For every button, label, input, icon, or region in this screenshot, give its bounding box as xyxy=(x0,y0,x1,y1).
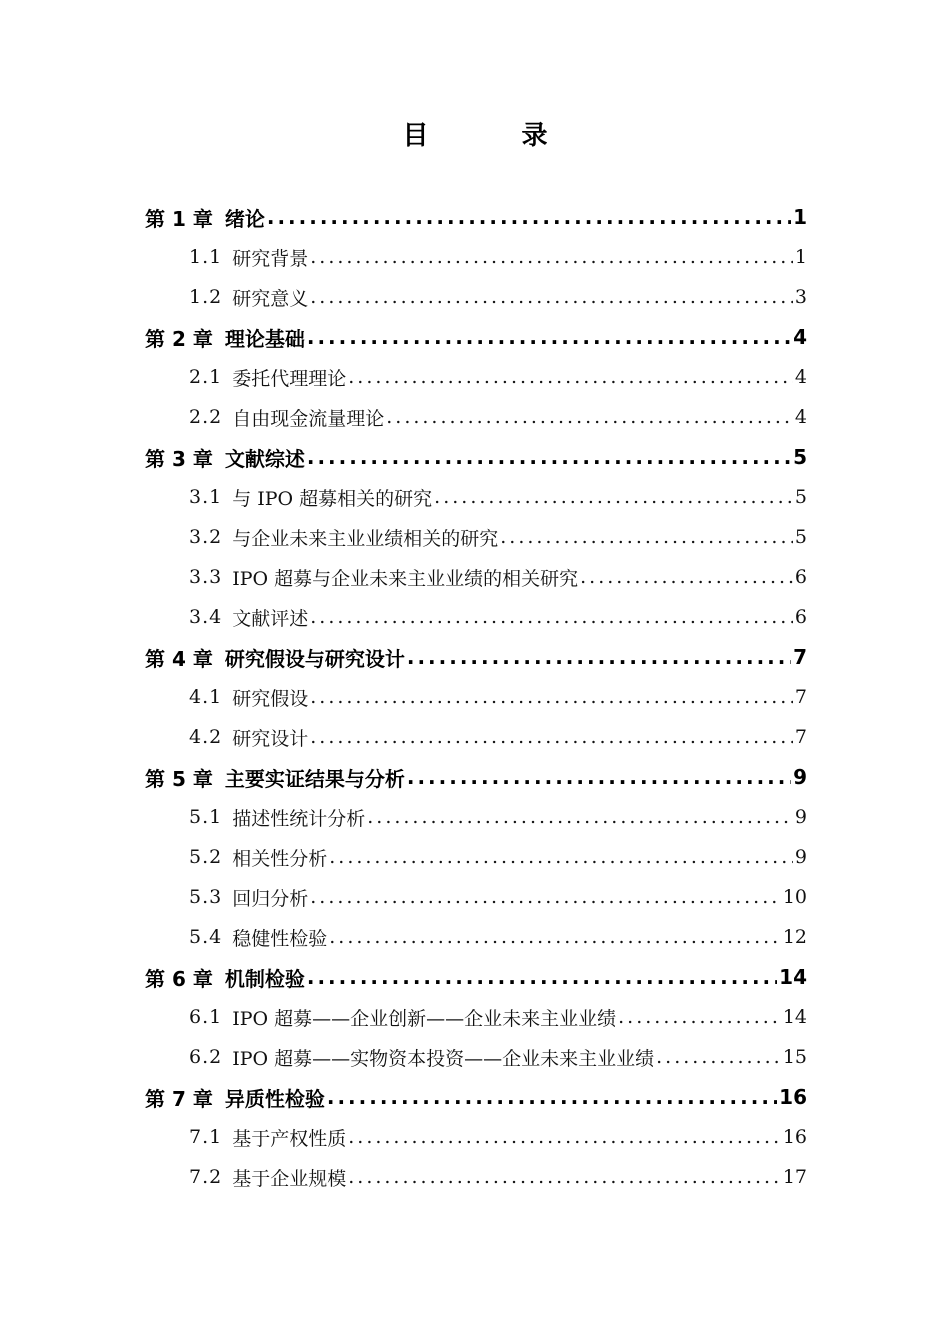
toc-chapter-entry[interactable] xyxy=(145,317,807,357)
toc-entry-page-number: 16 xyxy=(779,1085,807,1109)
toc-entry-number: 第 5 章 xyxy=(145,766,213,791)
toc-dot-leader xyxy=(434,488,793,507)
toc-entry-page-number: 4 xyxy=(794,406,807,428)
toc-entry-number: 3.2 xyxy=(189,526,223,548)
toc-entry-number: 第 4 章 xyxy=(145,646,213,671)
toc-chapter-entry[interactable] xyxy=(145,197,807,237)
toc-entry-title: 研究假设 xyxy=(232,687,309,710)
toc-dot-leader xyxy=(407,647,791,667)
toc-entry-number: 2.2 xyxy=(189,406,223,428)
toc-entry-title: 描述性统计分析 xyxy=(232,807,366,830)
toc-entry-title: IPO 超募与企业未来主业业绩的相关研究 xyxy=(232,567,579,590)
toc-entry-number: 2.1 xyxy=(189,366,223,388)
toc-entry-number: 第 1 章 xyxy=(145,206,213,231)
toc-section-entry[interactable] xyxy=(145,837,807,877)
toc-dot-leader xyxy=(310,608,793,627)
toc-entry-page-number: 7 xyxy=(794,726,807,748)
toc-entry-title: 异质性检验 xyxy=(224,1086,325,1111)
toc-list xyxy=(145,197,807,1197)
toc-entry-title: 回归分析 xyxy=(232,887,309,910)
toc-dot-leader xyxy=(310,248,793,267)
toc-entry-page-number: 5 xyxy=(794,486,807,508)
toc-entry-title: 基于企业规模 xyxy=(232,1167,347,1190)
toc-entry-page-number: 14 xyxy=(779,965,807,989)
toc-entry-title: 与 IPO 超募相关的研究 xyxy=(232,487,433,510)
toc-entry-page-number: 6 xyxy=(794,566,807,588)
toc-section-entry[interactable] xyxy=(145,397,807,437)
toc-entry-page-number: 6 xyxy=(794,606,807,628)
toc-entry-page-number: 10 xyxy=(782,886,807,908)
toc-entry-page-number: 9 xyxy=(794,846,807,868)
toc-section-entry[interactable] xyxy=(145,557,807,597)
toc-dot-leader xyxy=(656,1048,781,1067)
toc-section-entry[interactable] xyxy=(145,677,807,717)
toc-section-entry[interactable] xyxy=(145,917,807,957)
toc-entry-number: 7.2 xyxy=(189,1166,223,1188)
toc-section-entry[interactable] xyxy=(145,1117,807,1157)
toc-section-entry[interactable] xyxy=(145,477,807,517)
toc-entry-title: 研究假设与研究设计 xyxy=(224,646,405,671)
toc-entry-number: 第 6 章 xyxy=(145,966,213,991)
toc-entry-number: 3.3 xyxy=(189,566,223,588)
toc-entry-number: 5.3 xyxy=(189,886,223,908)
toc-section-entry[interactable] xyxy=(145,237,807,277)
toc-entry-page-number: 3 xyxy=(794,286,807,308)
toc-entry-page-number: 12 xyxy=(782,926,807,948)
toc-section-entry[interactable] xyxy=(145,1157,807,1197)
toc-entry-title: IPO 超募——实物资本投资——企业未来主业业绩 xyxy=(232,1047,655,1070)
toc-dot-leader xyxy=(310,888,781,907)
toc-entry-page-number: 14 xyxy=(782,1006,807,1028)
toc-entry-number: 4.1 xyxy=(189,686,223,708)
toc-chapter-entry[interactable] xyxy=(145,637,807,677)
toc-section-entry[interactable] xyxy=(145,517,807,557)
toc-dot-leader xyxy=(348,1168,781,1187)
toc-section-entry[interactable] xyxy=(145,797,807,837)
toc-dot-leader xyxy=(367,808,793,827)
toc-entry-number: 6.2 xyxy=(189,1046,223,1068)
toc-entry-number: 1.1 xyxy=(189,246,223,268)
toc-entry-title: IPO 超募——企业创新——企业未来主业业绩 xyxy=(232,1007,617,1030)
toc-chapter-entry[interactable] xyxy=(145,757,807,797)
toc-entry-title: 相关性分析 xyxy=(232,847,328,870)
toc-entry-number: 7.1 xyxy=(189,1126,223,1148)
toc-dot-leader xyxy=(500,528,793,547)
toc-entry-title: 稳健性检验 xyxy=(232,927,328,950)
toc-entry-number: 6.1 xyxy=(189,1006,223,1028)
toc-dot-leader xyxy=(267,207,791,227)
toc-entry-page-number: 9 xyxy=(793,765,807,789)
toc-dot-leader xyxy=(580,568,793,587)
toc-dot-leader xyxy=(310,688,793,707)
toc-entry-title: 委托代理理论 xyxy=(232,367,347,390)
toc-section-entry[interactable] xyxy=(145,1037,807,1077)
toc-entry-title: 文献综述 xyxy=(224,446,305,471)
toc-section-entry[interactable] xyxy=(145,277,807,317)
toc-entry-title: 绪论 xyxy=(224,206,265,231)
toc-dot-leader xyxy=(618,1008,781,1027)
toc-entry-title: 理论基础 xyxy=(224,326,305,351)
page-title: 目 录 xyxy=(402,121,590,151)
toc-section-entry[interactable] xyxy=(145,597,807,637)
toc-entry-number: 3.4 xyxy=(189,606,223,628)
toc-entry-page-number: 4 xyxy=(793,325,807,349)
toc-entry-number: 3.1 xyxy=(189,486,223,508)
toc-entry-title: 研究设计 xyxy=(232,727,309,750)
toc-entry-title: 文献评述 xyxy=(232,607,309,630)
toc-entry-title: 基于产权性质 xyxy=(232,1127,347,1150)
toc-entry-page-number: 15 xyxy=(782,1046,807,1068)
toc-dot-leader xyxy=(348,1128,781,1147)
toc-entry-number: 5.2 xyxy=(189,846,223,868)
toc-entry-title: 研究背景 xyxy=(232,247,309,270)
toc-entry-page-number: 1 xyxy=(793,205,807,229)
toc-entry-number: 第 7 章 xyxy=(145,1086,213,1111)
toc-dot-leader xyxy=(310,288,793,307)
toc-section-entry[interactable] xyxy=(145,357,807,397)
toc-entry-page-number: 5 xyxy=(793,445,807,469)
toc-entry-page-number: 17 xyxy=(782,1166,807,1188)
toc-chapter-entry[interactable] xyxy=(145,437,807,477)
toc-entry-page-number: 1 xyxy=(794,246,807,268)
toc-entry-page-number: 7 xyxy=(794,686,807,708)
toc-entry-number: 5.4 xyxy=(189,926,223,948)
toc-entry-number: 1.2 xyxy=(189,286,223,308)
toc-dot-leader xyxy=(329,928,781,947)
toc-entry-page-number: 7 xyxy=(793,645,807,669)
toc-section-entry[interactable] xyxy=(145,877,807,917)
toc-dot-leader xyxy=(348,368,793,387)
toc-entry-page-number: 9 xyxy=(794,806,807,828)
toc-dot-leader xyxy=(329,848,793,867)
toc-entry-title: 研究意义 xyxy=(232,287,309,310)
toc-entry-page-number: 4 xyxy=(794,366,807,388)
toc-dot-leader xyxy=(307,327,791,347)
toc-section-entry[interactable] xyxy=(145,717,807,757)
toc-entry-title: 与企业未来主业业绩相关的研究 xyxy=(232,527,499,550)
toc-dot-leader xyxy=(407,767,791,787)
toc-entry-page-number: 5 xyxy=(794,526,807,548)
toc-entry-number: 第 2 章 xyxy=(145,326,213,351)
toc-entry-number: 第 3 章 xyxy=(145,446,213,471)
toc-entry-number: 5.1 xyxy=(189,806,223,828)
toc-chapter-entry[interactable] xyxy=(145,1077,807,1117)
toc-dot-leader xyxy=(310,728,793,747)
toc-entry-number: 4.2 xyxy=(189,726,223,748)
toc-entry-title: 主要实证结果与分析 xyxy=(224,766,405,791)
toc-dot-leader xyxy=(327,1087,777,1107)
toc-entry-title: 自由现金流量理论 xyxy=(232,407,385,430)
toc-section-entry[interactable] xyxy=(145,997,807,1037)
toc-dot-leader xyxy=(386,408,793,427)
toc-entry-page-number: 16 xyxy=(782,1126,807,1148)
toc-dot-leader xyxy=(307,967,777,987)
toc-chapter-entry[interactable] xyxy=(145,957,807,997)
toc-entry-title: 机制检验 xyxy=(224,966,305,991)
toc-dot-leader xyxy=(307,447,791,467)
